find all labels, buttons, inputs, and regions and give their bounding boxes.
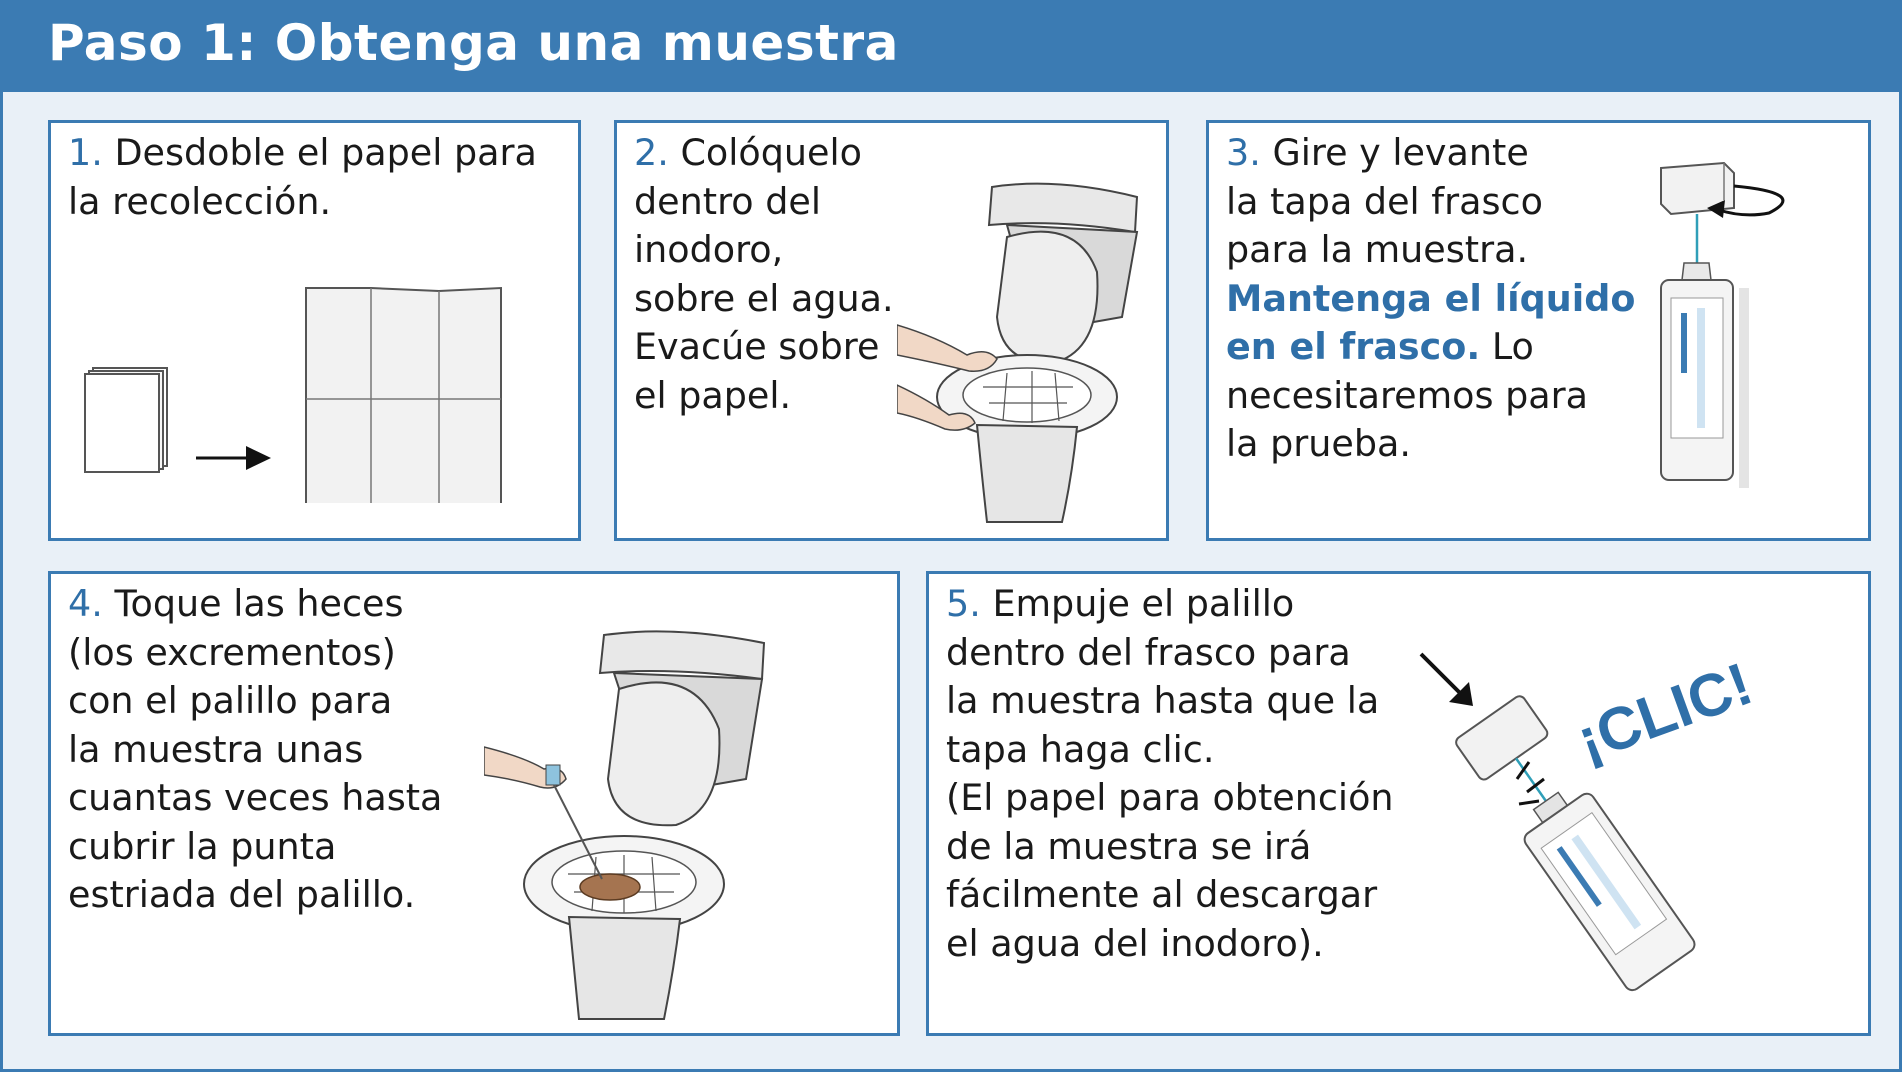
step-1-panel: [48, 120, 581, 541]
step-1-text: [68, 129, 537, 226]
toilet-stick-sample-illustration: [484, 629, 794, 1029]
step-2-line-4: sobre el agua.: [634, 276, 894, 320]
step-5-line-2: dentro del frasco para: [946, 630, 1351, 674]
step-3-line-7: la prueba.: [1226, 422, 1412, 465]
stool-sample: [580, 874, 640, 900]
step-number: 5.: [946, 582, 981, 625]
step-number: 3.: [1226, 131, 1261, 174]
step-number: 2.: [634, 131, 669, 174]
step-2-line-3: inodoro,: [634, 228, 784, 271]
step-2-text: [634, 129, 894, 420]
toilet-icon: [524, 631, 764, 1019]
folded-paper-unfolding-illustration: [81, 263, 521, 503]
step-2-line-1: 2. Colóquelo: [634, 131, 862, 174]
step-3-panel: [1206, 120, 1871, 541]
step-5-line-7: fácilmente al descargar: [946, 873, 1378, 916]
step-4-line-7: estriada del palillo.: [68, 873, 416, 916]
step-3-line-5: en el frasco. Lo: [1226, 325, 1534, 368]
step-3-line-6: necesitaremos para: [1226, 373, 1589, 417]
step-4-line-1: 4. Toque las heces: [68, 582, 404, 625]
step-number: 1.: [68, 131, 103, 174]
step-3-line-3: para la muestra.: [1226, 228, 1529, 271]
folded-paper-icon: [85, 368, 167, 472]
step-2-line-2: dentro del: [634, 179, 821, 223]
step-4-line-5: cuantas veces hasta: [68, 776, 443, 819]
step-4-line-2: (los excrementos): [68, 630, 396, 674]
step-4-text: [68, 580, 442, 920]
step-1-line-1: 1. Desdoble el papel para: [68, 131, 537, 174]
step-2-line-5: Evacúe sobre: [634, 325, 880, 368]
header-bar: [0, 0, 1902, 92]
step-number: 4.: [68, 582, 103, 625]
step-4-line-6: cubrir la punta: [68, 824, 337, 868]
step-3-emphasis-2: en el frasco.: [1226, 325, 1481, 368]
step-4-line-4: la muestra unas: [68, 727, 364, 771]
step-5-text: [946, 580, 1394, 968]
step-5-line-8: el agua del inodoro).: [946, 921, 1324, 965]
click-label: ¡CLIC!: [1568, 649, 1761, 775]
vial-cap-twist-illustration: [1649, 158, 1839, 528]
unfolded-paper-icon: [306, 288, 501, 503]
click-lines-icon: [1517, 762, 1544, 804]
right-arrow-icon: [196, 446, 271, 470]
step-3-line-2: la tapa del frasco: [1226, 179, 1543, 223]
vial-icon: [1661, 263, 1749, 488]
step-5-panel: [926, 571, 1871, 1036]
toilet-with-paper-illustration: [897, 177, 1167, 537]
toilet-icon: [937, 184, 1137, 522]
step-2-panel: [614, 120, 1169, 541]
step-3-line-1: 3. Gire y levante: [1226, 131, 1529, 174]
step-1-line-2: la recolección.: [68, 179, 332, 223]
step-4-panel: [48, 571, 900, 1036]
step-4-line-3: con el palillo para: [68, 679, 393, 722]
step-3-text: [1226, 129, 1635, 469]
step-5-line-4: tapa haga clic.: [946, 727, 1215, 771]
step-3-emphasis-1: Mantenga el líquido: [1226, 276, 1636, 320]
step-5-line-6: de la muestra se irá: [946, 824, 1312, 868]
step-5-line-5: (El papel para obtención: [946, 776, 1394, 819]
step-5-line-1: 5. Empuje el palillo: [946, 582, 1295, 625]
step-2-line-6: el papel.: [634, 373, 792, 417]
down-right-arrow-icon: [1421, 654, 1473, 706]
step-5-line-3: la muestra hasta que la: [946, 679, 1380, 722]
page-title: Paso 1: Obtenga una muestra: [48, 14, 899, 72]
vial-push-click-illustration: [1409, 634, 1849, 1014]
